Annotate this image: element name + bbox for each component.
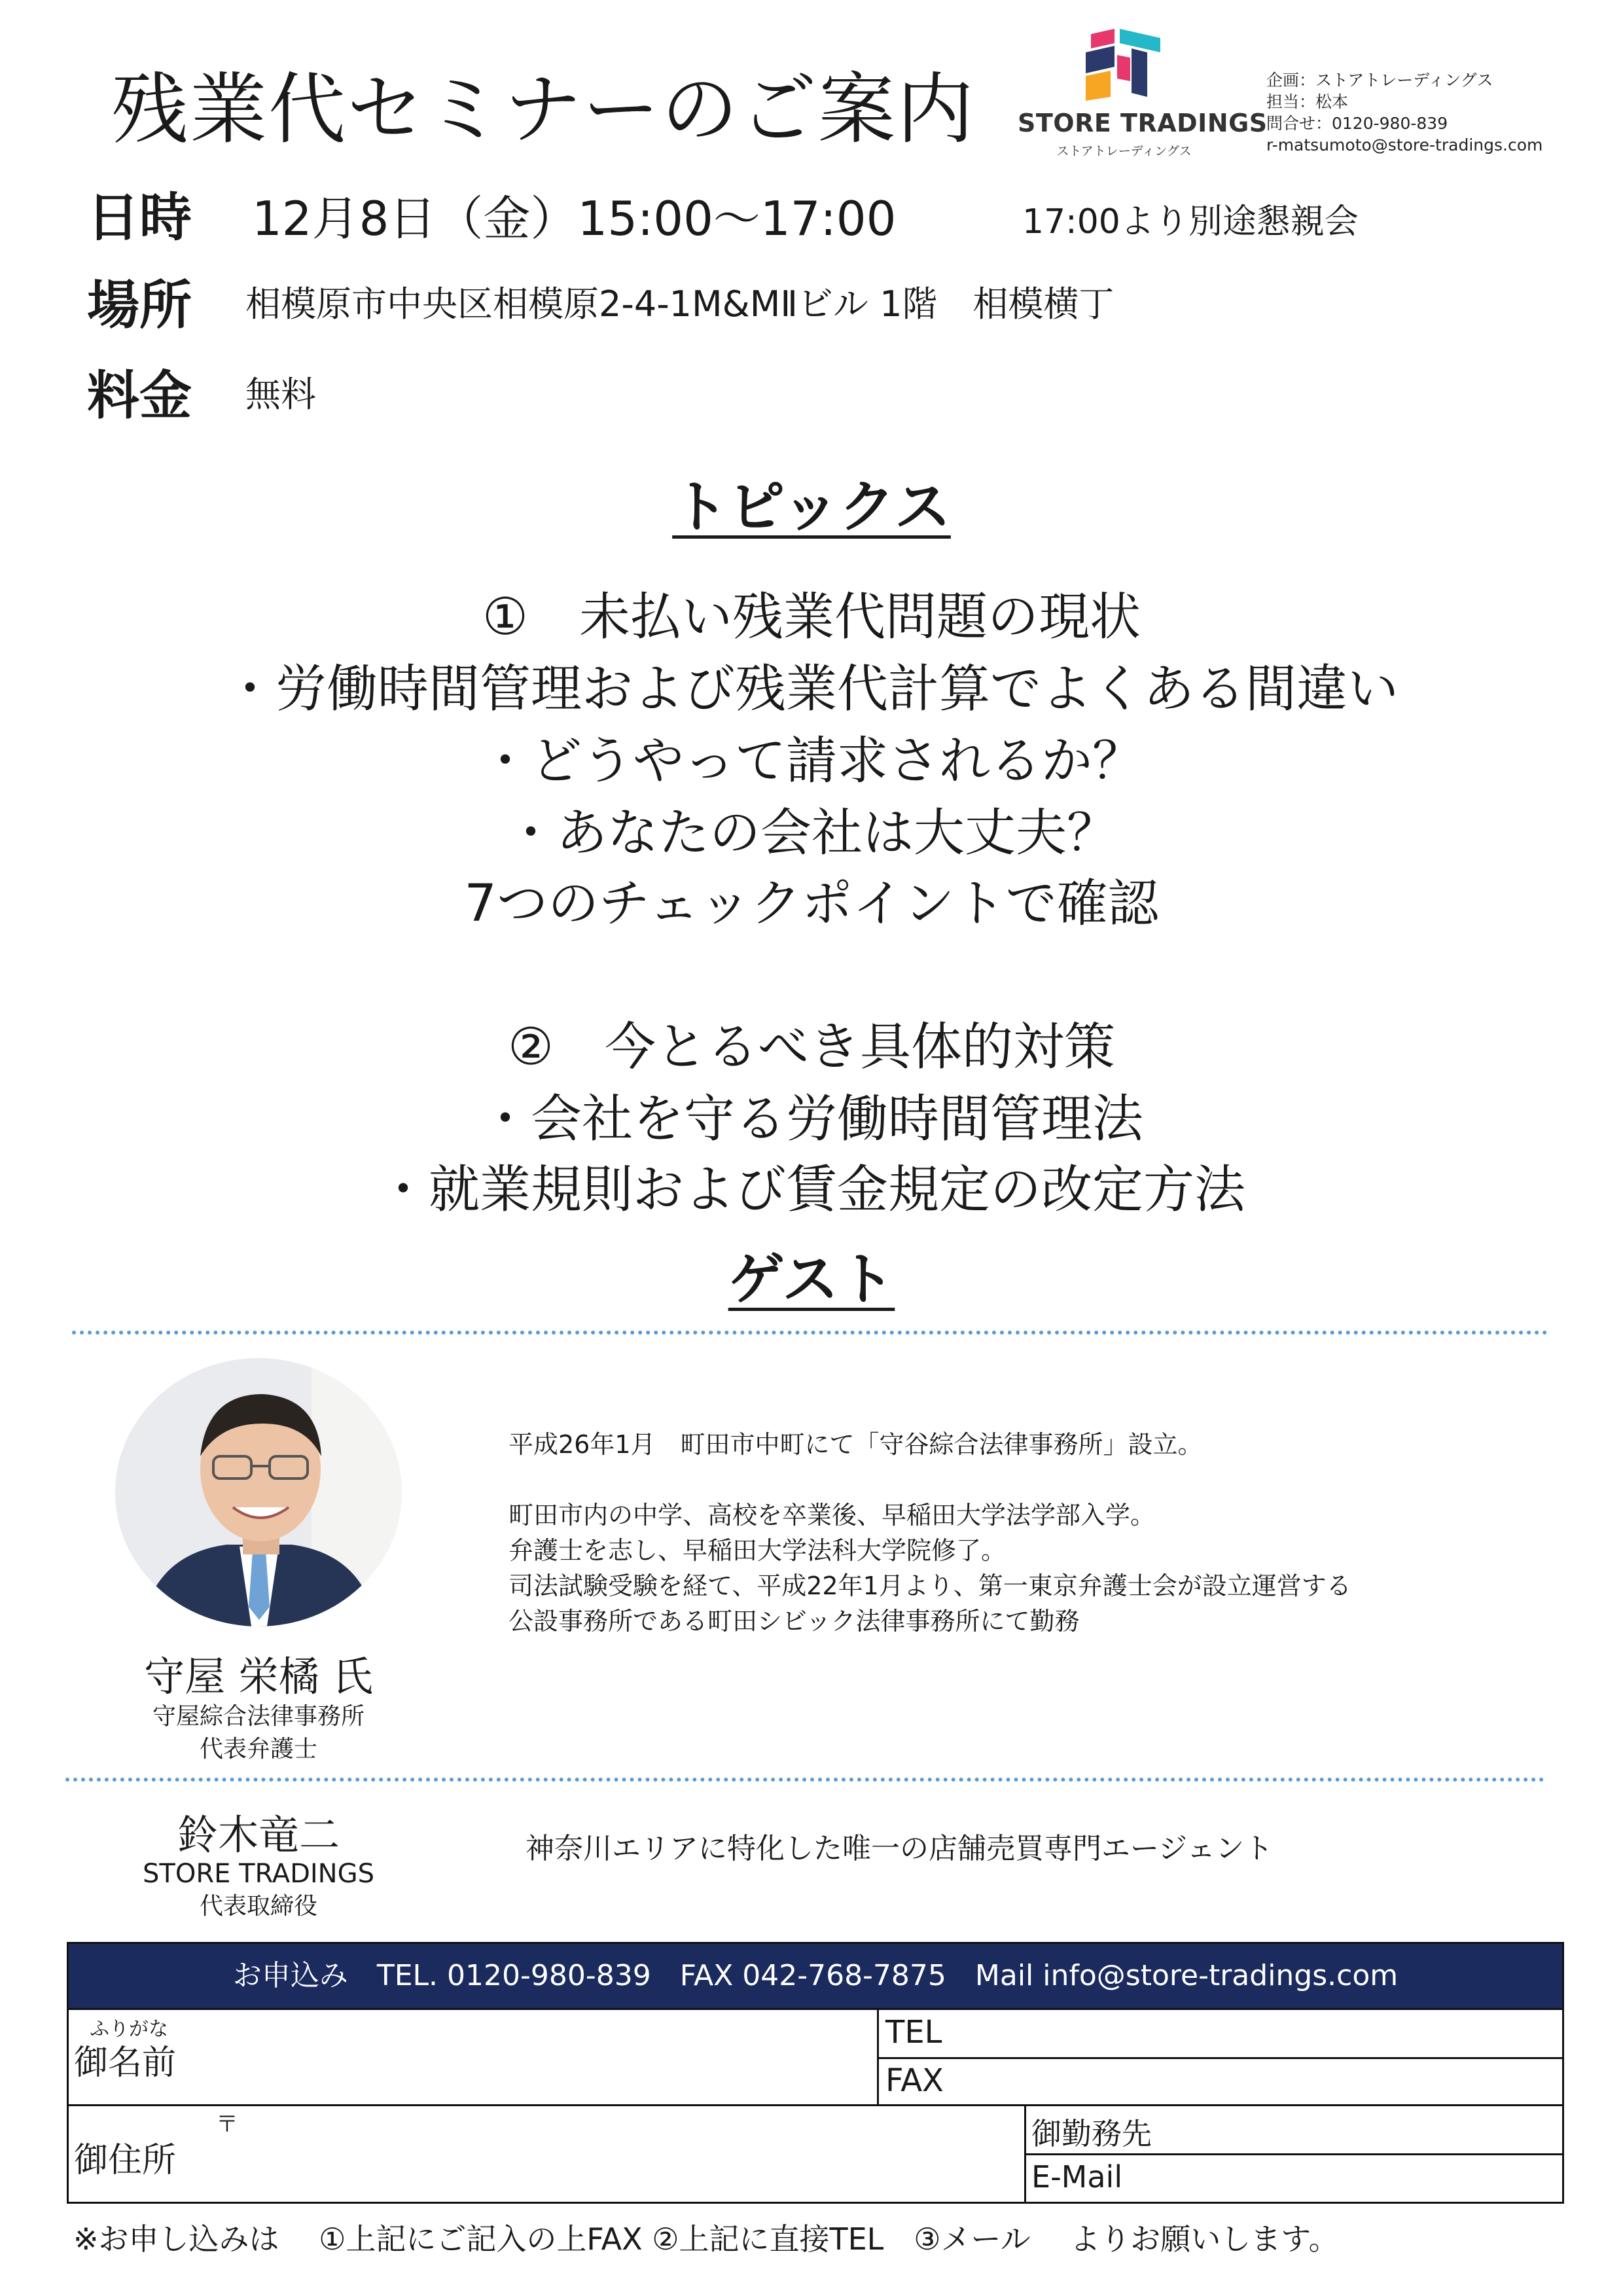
tel-field[interactable]: [877, 2008, 1564, 2059]
email-label: E-Mail: [1031, 2159, 1123, 2195]
email-field[interactable]: [1024, 2153, 1564, 2204]
afterparty-note: 17:00より別途懇親会: [1022, 202, 1359, 242]
topic-1-item: ・労働時間管理および残業代計算でよくある間違い: [224, 660, 1399, 719]
name-label: 御名前: [74, 2043, 177, 2083]
inquiry-phone-text: 問合せ：0120-980-839: [1266, 114, 1448, 133]
logo-mark-icon: [1078, 29, 1164, 101]
fax-label: FAX: [885, 2062, 944, 2099]
organizer-contact: [1266, 69, 1543, 156]
topic-1-item: ・あなたの会社は大丈夫？: [505, 804, 1118, 863]
page-title: 残業代セミナーのご案内: [111, 64, 976, 154]
topics-heading: トピックス: [672, 475, 951, 540]
application-form: [67, 1942, 1564, 2204]
bio-line: 平成26年1月 町田市中町にて「守谷綜合法律事務所」設立。: [508, 1430, 1203, 1459]
fee-value: 無料: [245, 374, 316, 415]
topic-1-item: 7つのチェックポイントで確認: [464, 874, 1159, 933]
topic-2-title: ② 今とるべき具体的対策: [508, 1018, 1115, 1077]
guest-2-description: 神奈川エリアに特化した唯一の店舗売買専門エージェント: [526, 1832, 1274, 1865]
guest-1-organization: 守屋綜合法律事務所: [152, 1703, 365, 1730]
topic-1-title: ① 未払い残業代問題の現状: [482, 588, 1141, 647]
date-label: 日時: [87, 187, 192, 248]
topic-2-item: ・就業規則および賃金規定の改定方法: [377, 1160, 1245, 1219]
bio-line: 町田市内の中学、高校を卒業後、早稲田大学法学部入学。: [508, 1501, 1156, 1530]
guest-1-bio: [508, 1427, 1351, 1639]
bio-line: 司法試験受験を経て、平成22年1月より、第一東京弁護士会が設立運営する: [508, 1571, 1351, 1600]
company-label: 御勤務先: [1031, 2116, 1152, 2151]
guest-1-role: 代表弁護士: [199, 1736, 317, 1763]
logo-kana: ストアトレーディングス: [1056, 144, 1192, 158]
application-footnote: ※お申し込みは ①上記にご記入の上FAX ②上記に直接TEL ③メール よりお願いします。: [73, 2221, 1339, 2257]
store-tradings-logo: [1018, 29, 1268, 163]
guest-2-role: 代表取締役: [199, 1893, 317, 1920]
place-label: 場所: [87, 275, 192, 336]
date-value: 12月8日（金）15:00～17:00: [252, 191, 897, 246]
topic-2-item: ・会社を守る労働時間管理法: [479, 1090, 1143, 1149]
address-label: 御住所: [74, 2141, 177, 2180]
divider: [72, 1331, 1548, 1335]
topic-1-item: ・どうやって請求されるか？: [479, 732, 1143, 791]
furigana-label: ふりがな: [90, 2018, 168, 2041]
application-contact-bar: お申込み TEL. 0120-980-839 FAX 042-768-7875 Mail info@store-tradings.com: [67, 1942, 1564, 2010]
bio-line: 公設事務所である町田シビック法律事務所にて勤務: [508, 1607, 1080, 1636]
contact-email-text: r-matsumoto@store-tradings.com: [1266, 135, 1543, 154]
company-field[interactable]: [1024, 2104, 1564, 2155]
tel-label: TEL: [885, 2014, 942, 2051]
guest-heading: ゲスト: [728, 1247, 895, 1312]
place-value: 相模原市中央区相模原2-4-1M&MⅡビル 1階 相模横丁: [245, 283, 1115, 325]
guest-2-organization: STORE TRADINGS: [143, 1859, 374, 1889]
logo-wordmark: STORE TRADINGS: [1018, 109, 1268, 137]
guest-portrait-image: [115, 1358, 402, 1626]
bio-line: 弁護士を志し、早稲田大学法科大学院修了。: [508, 1536, 1007, 1565]
guest-2-name: 鈴木竜二: [177, 1811, 340, 1859]
address-field[interactable]: [67, 2104, 1026, 2204]
guest-1-name: 守屋 栄橘 氏: [144, 1653, 373, 1700]
bio-line: [508, 1462, 1351, 1498]
postal-mark: 〒: [216, 2111, 238, 2138]
fax-field[interactable]: [877, 2057, 1564, 2106]
divider: [65, 1778, 1544, 1782]
name-field[interactable]: [67, 2008, 879, 2106]
person-in-charge-text: 担当：松本: [1266, 92, 1349, 111]
fee-label: 料金: [87, 365, 192, 426]
planner-text: 企画：ストアトレーディングス: [1266, 71, 1493, 90]
